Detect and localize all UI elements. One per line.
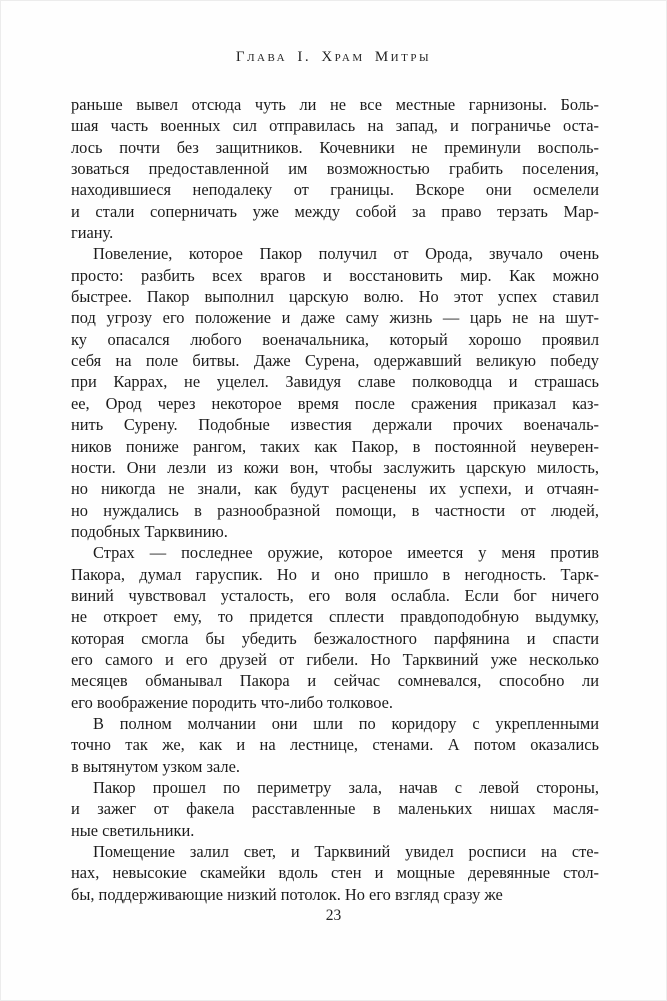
text-line: но никогда не знали, как будут расценены их успехи, и отчаян- [71, 479, 599, 499]
text-line: зоваться предоставленной им возможностью грабить поселения, [71, 159, 599, 179]
paragraph [71, 94, 599, 243]
text-line: Страх — последнее оружие, которое имеется у меня против [93, 543, 599, 563]
text-line: Помещение залил свет, и Тарквиний увидел росписи на сте- [93, 842, 599, 862]
text-line: ности. Они лезли из кожи вон, чтобы заслужить царскую милость, [71, 457, 599, 477]
text-line: раньше вывел отсюда чуть ли не все местные гарнизоны. Боль- [71, 95, 599, 114]
page-number: 23 [325, 907, 342, 924]
text-line: находившиеся неподалеку от границы. Вскоре они осмелели [71, 180, 599, 200]
text-line: его воображение породить что-либо толковое. [71, 692, 393, 712]
text-line: подобных Тарквинию. [71, 521, 228, 541]
text-line: бы, поддерживающие низкий потолок. Но его взгляд сразу же [71, 884, 503, 904]
text-block [71, 94, 599, 905]
text-line: под угрозу его положение и даже саму жизнь — царь не на шут- [71, 308, 599, 328]
text-line: ее, Ород через некоторое время после сражения приказал каз- [71, 393, 599, 413]
text-line: виний чувствовал усталость, его воля ослабла. Если бог ничего [71, 585, 599, 605]
text-line: но нуждались в разнообразной помощи, в частности от людей, [71, 500, 599, 520]
text-line: не откроет ему, то придется сплести правдоподобную выдумку, [71, 607, 599, 627]
text-line: которая смогла бы убедить безжалостного парфянина и спасти [71, 628, 599, 648]
text-line: В полном молчании они шли по коридору с укрепленными [93, 713, 599, 733]
text-line: в вытянутом узком зале. [71, 756, 240, 776]
text-line: точно так же, как и на лестнице, стенами. А потом оказались [71, 735, 599, 755]
text-line: ные светильники. [71, 820, 195, 840]
paragraph [71, 243, 599, 542]
paragraph [71, 841, 599, 905]
running-header: Глава I. Храм Митры [235, 49, 432, 65]
text-line: ку опасался любого военачальника, который хорошо проявил [71, 329, 599, 349]
text-line: шая часть военных сил отправилась на запад, и пограничье оста- [71, 116, 599, 136]
text-line: Пакора, думал гаруспик. Но и оно пришло в негодность. Тарк- [71, 564, 599, 584]
text-line: его самого и его друзей от гибели. Но Тарквиний уже несколько [71, 649, 599, 669]
text-line: и зажег от факела расставленные в маленьких нишах масля- [71, 799, 599, 819]
paragraph [71, 713, 599, 777]
text-line: при Каррах, не уцелел. Завидуя славе полководца и страшась [71, 372, 599, 392]
text-line: и стали соперничать уже между собой за право терзать Мар- [71, 201, 599, 221]
text-line: ников пониже рангом, таких как Пакор, в постоянной неуверен- [71, 436, 599, 456]
text-line: гиану. [71, 223, 114, 243]
text-line: нах, невысокие скамейки вдоль стен и мощные деревянные стол- [71, 863, 599, 883]
text-line: Повеление, которое Пакор получил от Орода, звучало очень [93, 244, 599, 264]
paragraph [71, 542, 599, 713]
text-line: нить Сурену. Подобные известия держали прочих военачаль- [71, 415, 599, 435]
text-line: себя на поле битвы. Даже Сурена, одержавший великую победу [71, 351, 599, 371]
text-line: просто: разбить всех врагов и восстановить мир. Как можно [71, 265, 599, 285]
text-line: Пакор прошел по периметру зала, начав с левой стороны, [93, 778, 599, 797]
text-line: быстрее. Пакор выполнил царскую волю. Но этот успех ставил [71, 287, 599, 307]
text-line: месяцев обманывал Пакора и сейчас сомневался, способно ли [71, 671, 599, 691]
paragraph [71, 777, 599, 841]
text-line: лось почти без защитников. Кочевники не преминули восполь- [71, 137, 599, 157]
